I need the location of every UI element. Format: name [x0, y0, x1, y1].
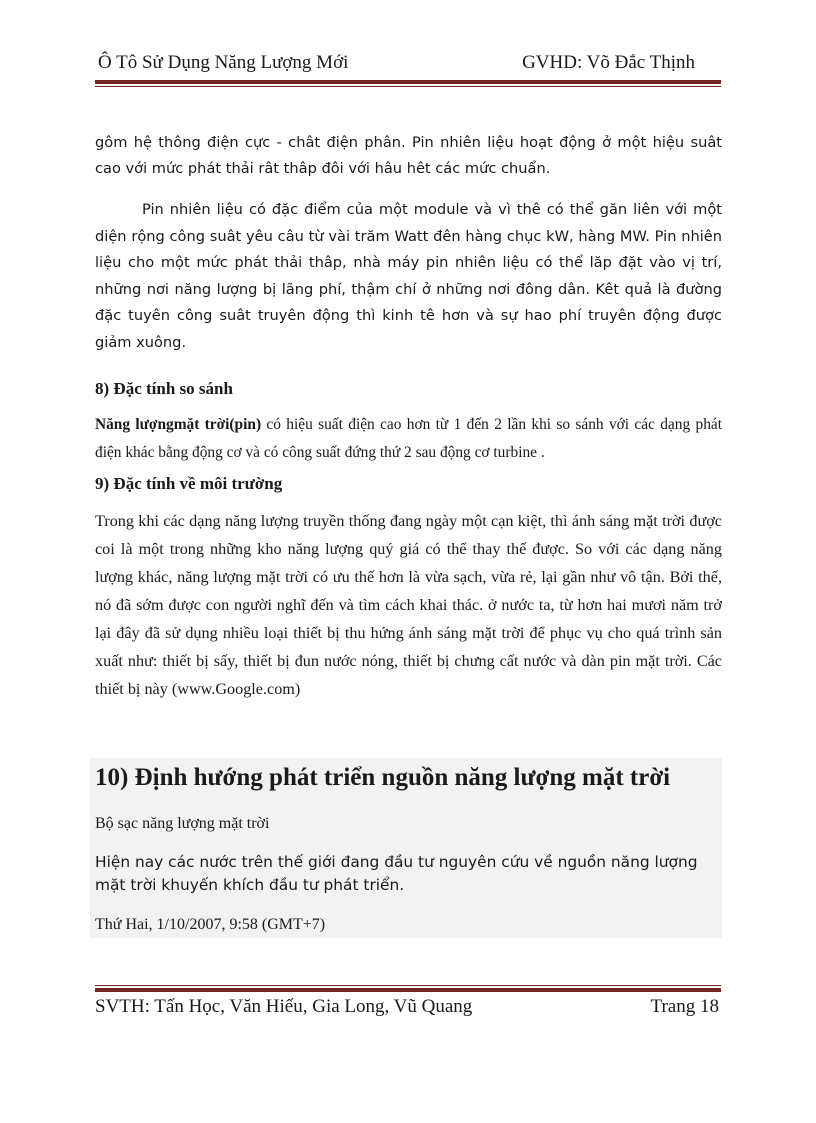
box-description: Hiện nay các nước trên thế giới đang đầu tư nguyên cứu về nguồn năng lượng mặt trời khuyến khích đầu tư phát triển.: [95, 853, 698, 894]
footer-rule-thin: [95, 985, 721, 986]
header-title: Ô Tô Sử Dụng Năng Lượng Mới: [98, 52, 349, 73]
heading-development: 10) Định hướng phát triển nguồn năng lượng mặt trời: [95, 764, 671, 791]
paragraph-comparison-bold: Năng lượngmặt trời(pin): [95, 416, 262, 433]
page-footer: [95, 996, 721, 1022]
header-instructor: GVHD: Võ Đắc Thịnh: [522, 52, 695, 73]
footer-rule-thick: [95, 988, 721, 992]
paragraph-module: Pin nhiên liệu có đặc điểm của một module và vì thê có thể găn liên với một diện rộng công suât yêu câu từ vài trăm Watt đên hàng chục kW, hàng MW. Pin nhiên liệu cho một mức phát thải thâp, nhà máy pin nhiên liệu có thể lăp đặt vào vị trí, những nơi năng lượng bị lãng phí, thậm chí ở những nơi đông dân. Kêt quả là đường đặc tuyên công suât truyên động thì kinh tê hơn và sự hao phí truyên động được giảm xuông.: [95, 201, 722, 351]
page-header: [95, 52, 721, 78]
box-subtitle: Bộ sạc năng lượng mặt trời: [95, 815, 270, 832]
page-number: Trang 18: [650, 996, 719, 1017]
paragraph-comparison-text: có hiệu suất điện cao hơn từ 1 đến 2 lần khi so sánh với các dạng phát điện khác bằng động cơ và có công suất đứng thứ 2 sau động cơ turbine .: [95, 416, 722, 461]
heading-environment: 9) Đặc tính về môi trường: [95, 474, 283, 493]
heading-comparison: 8) Đặc tính so sánh: [95, 379, 233, 398]
paragraph-electrolyte: gôm hệ thông điện cực - chât điện phân. Pin nhiên liệu hoạt động ở một hiệu suât cao với mức phát thải rât thâp đôi với hâu hêt các mức chuẩn.: [95, 134, 722, 177]
box-date: Thứ Hai, 1/10/2007, 9:58 (GMT+7): [95, 916, 326, 933]
paragraph-environment: Trong khi các dạng năng lượng truyền thống đang ngày một cạn kiệt, thì ánh sáng mặt trời được coi là một trong những kho năng lượng quý giá có thể thay thế được. So với các dạng năng lượng khác, năng lượng mặt trời có ưu thế hơn là vừa sạch, vừa rẻ, lại gần như vô tận. Bởi thế, nó đã sớm được con người nghĩ đến và tìm cách khai thác. ở nước ta, từ hơn hai mươi năm trở lại đây đã sử dụng nhiều loại thiết bị thu hứng ánh sáng mặt trời để phục vụ cho quá trình sản xuất như: thiết bị sấy, thiết bị đun nước nóng, thiết bị chưng cất nước và dàn pin mặt trời. Các thiết bị này (www.Google.com): [95, 512, 722, 698]
header-rule-thick: [95, 80, 721, 84]
paragraph-comparison: [95, 411, 722, 467]
header-rule-thin: [95, 86, 721, 87]
footer-authors: SVTH: Tấn Học, Văn Hiếu, Gia Long, Vũ Quang: [95, 996, 473, 1017]
